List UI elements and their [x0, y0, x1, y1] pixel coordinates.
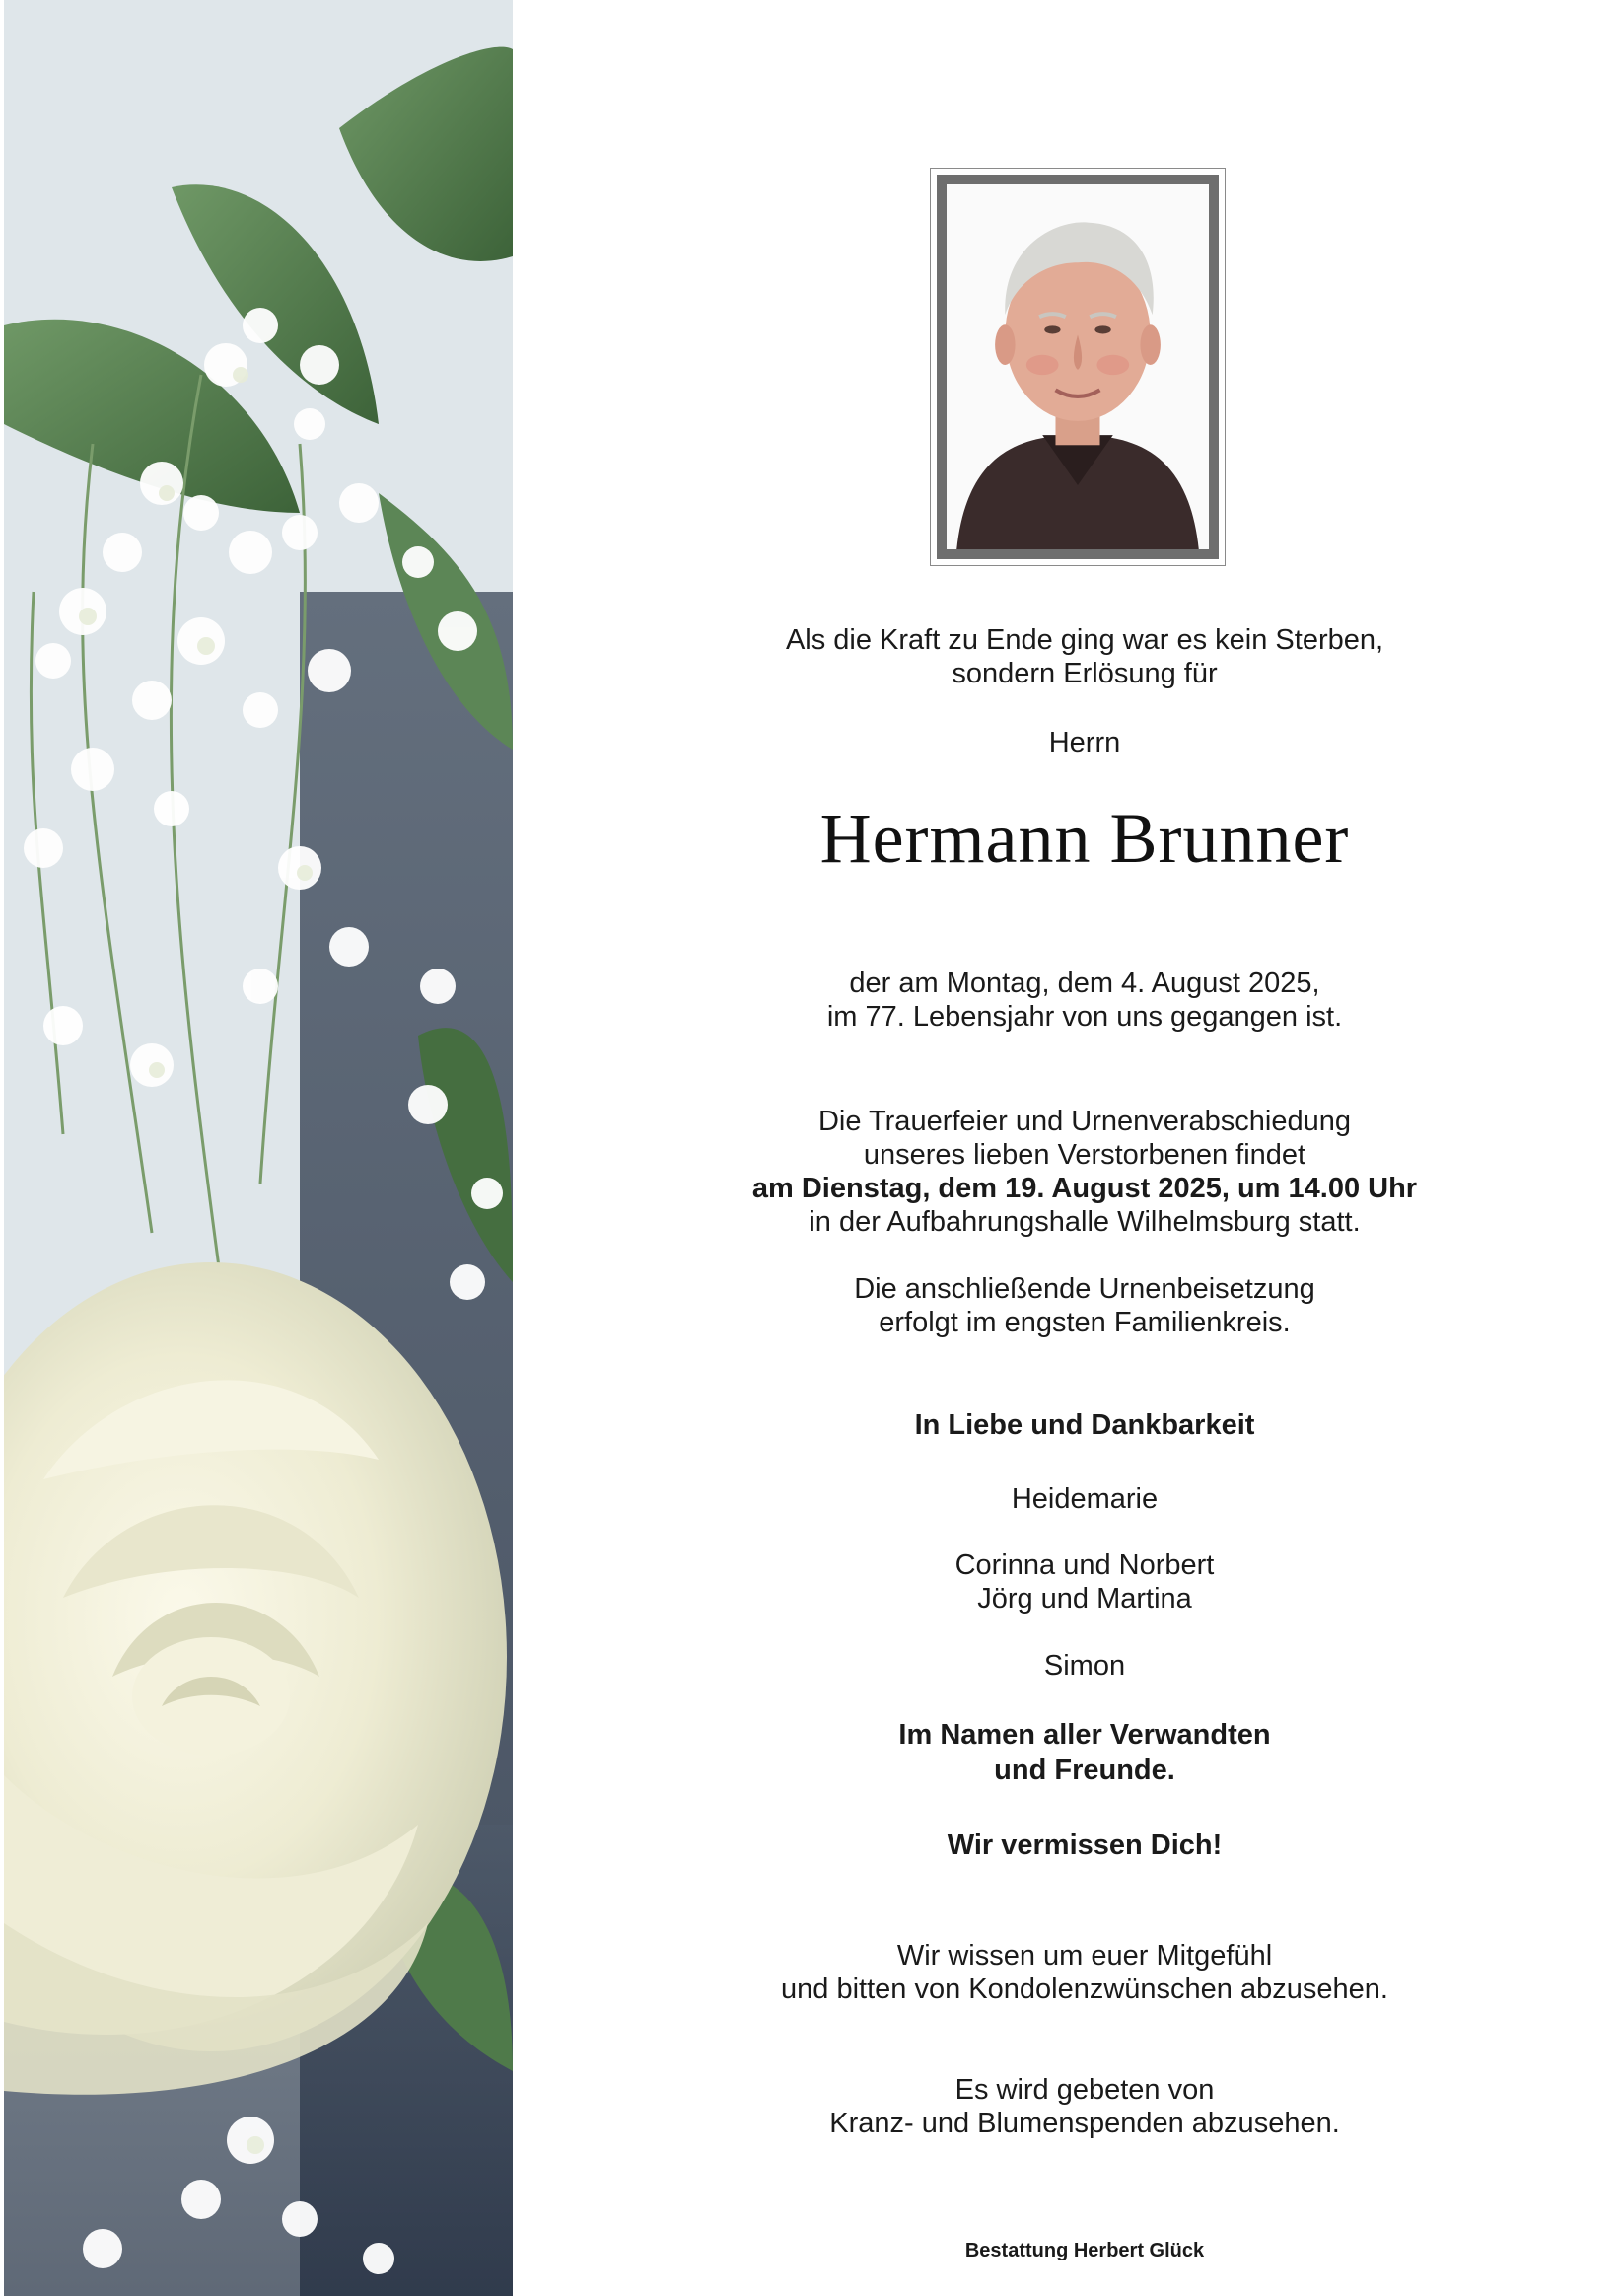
mourner-child-2: Jörg und Martina — [977, 1583, 1192, 1614]
flowers-line-1: Es wird gebeten von — [954, 2074, 1215, 2106]
salutation: Herrn — [1048, 727, 1121, 758]
miss-you: Wir vermissen Dich! — [947, 1830, 1223, 1861]
relatives-line-1: Im Namen aller Verwandten — [898, 1719, 1271, 1751]
obituary-text — [592, 0, 1578, 2296]
floral-illustration — [4, 0, 513, 2296]
condolence-line-2: und bitten von Kondolenzwünschen abzusehen. — [781, 1973, 1388, 2005]
funeral-home: Bestattung Herbert Glück — [964, 2240, 1205, 2261]
mourner-child-1: Corinna und Norbert — [954, 1549, 1215, 1581]
ceremony-line-2: unseres lieben Verstorbenen findet — [863, 1139, 1306, 1171]
mourner-spouse: Heidemarie — [1011, 1483, 1159, 1515]
floral-image — [4, 0, 513, 2296]
death-line-2: im 77. Lebensjahr von uns gegangen ist. — [826, 1001, 1343, 1033]
condolence-line-1: Wir wissen um euer Mitgefühl — [896, 1940, 1273, 1972]
ceremony-line-1: Die Trauerfeier und Urnenverabschiedung — [817, 1106, 1352, 1137]
deceased-name: Hermann Brunner — [819, 799, 1350, 878]
mourner-grandchild: Simon — [1043, 1650, 1126, 1682]
death-line-1: der am Montag, dem 4. August 2025, — [849, 968, 1320, 999]
burial-line-1: Die anschließende Urnenbeisetzung — [854, 1273, 1315, 1305]
intro-line-1: Als die Kraft zu Ende ging war es kein Sterben, — [785, 624, 1384, 656]
flowers-line-2: Kranz- und Blumenspenden abzusehen. — [829, 2108, 1340, 2139]
mourners-heading: In Liebe und Dankbarkeit — [914, 1409, 1255, 1441]
ceremony-line-4: in der Aufbahrungshalle Wilhelmsburg statt. — [809, 1206, 1361, 1238]
burial-line-2: erfolgt im engsten Familienkreis. — [879, 1307, 1291, 1338]
relatives-line-2: und Freunde. — [994, 1755, 1175, 1786]
intro-line-2: sondern Erlösung für — [952, 658, 1218, 689]
ceremony-date: am Dienstag, dem 19. August 2025, um 14.00 Uhr — [751, 1173, 1418, 1204]
